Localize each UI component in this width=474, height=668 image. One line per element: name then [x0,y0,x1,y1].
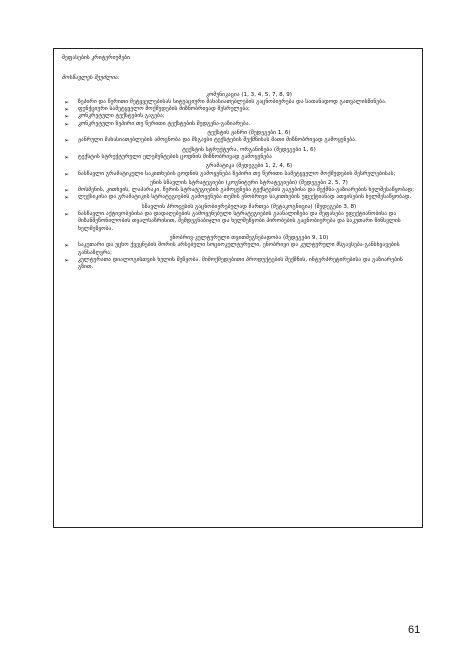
list-item: ➢ ჟანრული მახასიათებლების ამოცნობა და მსგავსი ტექსტების შექმნისას მათი მიზნობრივად გამოყენება. [62,137,416,144]
list-item: ➢ ლექსიკისა და გრამატიკის სტრატეგიების გამოყენება თემის ენობრივი საკითხების უფექტიანად ათვისების ხელშესაწყობად. [62,194,416,201]
intro-line: მოსწავლეს შეუძლია: [62,75,120,82]
section-cultural-awareness [62,235,416,271]
bullet-list [62,99,416,128]
list-item: ➢ ნასწავლი გრამატიკული საკითხების ცოდნის გამოყენება ზეპირი თუ წერითი სამეტყველო მოქმედების შესრულებისას; [62,171,416,178]
bullet-list [62,137,416,144]
bullet-list [62,211,416,233]
page-number: 61 [408,624,421,636]
list-item: ➢ ფუნქციური სამეტყველო მოქმედების მიზნობრივად შესრულება; [62,106,416,113]
bullet-list [62,171,416,178]
section-heading: გრამატიკა (შედეგები 1, 2, 4, 6) [205,163,293,170]
section-heading: ტექსტის სტრუქტურა, ორგანიზება (შედეგები 1, 6) [182,146,316,153]
section-text-genre [62,130,416,145]
criteria-box [53,48,423,528]
section-learning-strategies [62,180,416,202]
list-item: ➢ ნასწავლი აქტივობებისა და დადაღებების გამოყენებული სტრატეგიების გაანალიზება და შეფასება ეფექტიანობისა და მიზანშეწონილობის თვალსაზრისით, შემდეგნაბიჯლი და ხელშეწყობი პირობების გაცნობიერება და საკუთარი წინსვლის ხელშეწყობა. [62,211,416,233]
section-heading: ენობრივ-კულტურული თვითშეგნებადობა (შედეგები 9, 10) [169,234,329,241]
section-communication [62,92,416,128]
list-item: ➢ საკუთარი და უცხო ქვეყნების შორის არსებული სოციოკულტურული, ენობრივი და კულტურული მსგავსება-განსხვავების განსაზღვრა; [62,242,416,257]
list-item: ➢ კონკრეტული ტექსტების გაგება; [62,113,416,120]
list-item: ➢ ზეპირი და წერითი მეტყველებისას სიტუაციური მახასიათებლების გაცნობიერება და სათანადოდ გათვალისწინება. [62,99,416,106]
bullet-list [62,242,416,271]
list-item: ➢ ტექსტის სტრუქტურული ელემენტების ცოდნის მიზნობრივად გამოყენება [62,154,416,161]
list-item: ➢ მოსმენის, კითხვის, ლაპარაკი, წერის სტრატეგიების გამოყენება ტექსტების გაგებისა და შექმნა-გაზიარების ხელშესაწყობად; [62,187,416,194]
list-item: ➢ კონკრეტული ზეპირი თუ წერითი ტექსტების შედგენა-გაზიარება. [62,121,416,128]
section-heading: ენის სწავლის სტრატეგიები (კოგნიტური სტრატეგიები) (შედეგები 2, 5, 7) [150,179,348,186]
section-heading: ტექსტის ჟანრი (შედეგები 1, 6) [207,130,291,137]
section-metacognition [62,204,416,233]
section-heading: სწავლის პროცესის გაცნობიერებულად მართვა (მეტაკოგნიცია) (შედეგები 3, 8) [141,203,357,210]
section-heading: კომუნიკაცია (1, 3, 4, 5, 7, 8, 9) [206,91,292,98]
bullet-list [62,154,416,161]
section-grammar [62,163,416,178]
list-item: ➢ კულტურათა დიალოგისთვის ხელის შეწყობა. მიმოქმედებითი პროდუქტების შექმნის, ინტერპრეტირებისა და გაზიარების გზით. [62,257,416,272]
bullet-list [62,187,416,202]
section-text-structure [62,147,416,162]
document-title: შეფასების კრიტერიუმები [62,55,130,61]
